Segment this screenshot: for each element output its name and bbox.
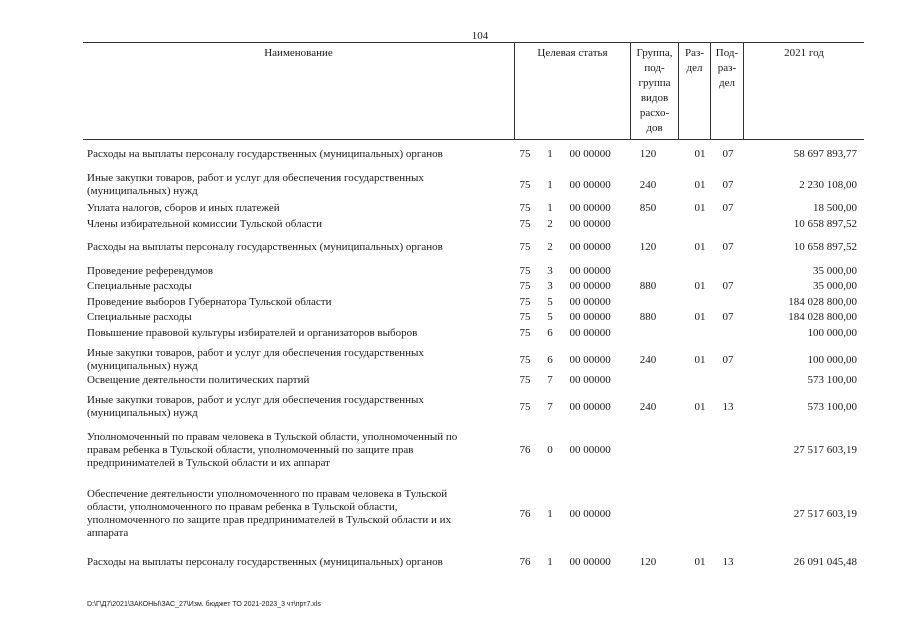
cell-amount: 26 091 045,48 (793, 556, 857, 568)
cell-c1: 75 (519, 401, 531, 413)
table-row (87, 172, 865, 198)
table-row (87, 311, 865, 324)
cell-sec: 01 (694, 354, 706, 366)
cell-c4: 00000 (583, 179, 611, 191)
cell-c2: 1 (547, 508, 553, 520)
cell-c4: 00000 (583, 265, 611, 277)
cell-c1: 75 (519, 280, 531, 292)
row-name: Повышение правовой культуры избирателей и организаторов выборов (87, 327, 418, 339)
cell-amount: 18 500,00 (813, 202, 857, 214)
cell-c4: 00000 (583, 327, 611, 339)
header-target-article: Целевая статья (515, 43, 631, 139)
cell-c2: 2 (547, 218, 553, 230)
cell-c1: 75 (519, 148, 531, 160)
cell-c2: 5 (547, 311, 553, 323)
cell-c3: 00 (569, 401, 581, 413)
cell-sub: 07 (722, 311, 734, 323)
cell-c2: 3 (547, 280, 553, 292)
cell-amount: 100 000,00 (807, 354, 857, 366)
table-row (87, 241, 865, 254)
cell-c1: 75 (519, 265, 531, 277)
cell-amount: 184 028 800,00 (788, 296, 857, 308)
cell-c4: 00000 (583, 311, 611, 323)
cell-grp: 880 (639, 311, 657, 323)
table-row (87, 556, 865, 569)
table-row (87, 327, 865, 340)
cell-amount: 573 100,00 (807, 401, 857, 413)
cell-c1: 76 (519, 556, 531, 568)
table-row (87, 374, 865, 387)
cell-sub: 07 (722, 280, 734, 292)
header-section: Раз- дел (679, 43, 711, 139)
cell-c2: 6 (547, 354, 553, 366)
cell-c2: 1 (547, 556, 553, 568)
cell-c4: 00000 (583, 401, 611, 413)
cell-c1: 76 (519, 444, 531, 456)
cell-c3: 00 (569, 311, 581, 323)
cell-c4: 00000 (583, 354, 611, 366)
row-name: Специальные расходы (87, 311, 192, 323)
cell-c3: 00 (569, 241, 581, 253)
cell-sec: 01 (694, 280, 706, 292)
cell-amount: 100 000,00 (807, 327, 857, 339)
cell-sub: 07 (722, 354, 734, 366)
cell-c2: 3 (547, 265, 553, 277)
table-row (87, 347, 865, 373)
cell-c3: 00 (569, 296, 581, 308)
cell-grp: 120 (639, 241, 657, 253)
cell-c2: 7 (547, 374, 553, 386)
cell-amount: 35 000,00 (813, 280, 857, 292)
cell-c1: 75 (519, 179, 531, 191)
table-row (87, 265, 865, 278)
cell-grp: 880 (639, 280, 657, 292)
cell-grp: 850 (639, 202, 657, 214)
cell-grp: 120 (639, 556, 657, 568)
cell-c2: 2 (547, 241, 553, 253)
cell-sec: 01 (694, 148, 706, 160)
cell-c4: 00000 (583, 556, 611, 568)
header-group: Группа, под- группа видов расхо- дов (631, 43, 679, 139)
table-row (87, 148, 865, 161)
row-name: Уплата налогов, сборов и иных платежей (87, 202, 280, 214)
cell-c2: 6 (547, 327, 553, 339)
cell-c2: 7 (547, 401, 553, 413)
table-row (87, 280, 865, 293)
cell-c4: 00000 (583, 280, 611, 292)
cell-grp: 120 (639, 148, 657, 160)
cell-sub: 07 (722, 148, 734, 160)
cell-c3: 00 (569, 218, 581, 230)
table-header (83, 42, 864, 140)
row-name: Иные закупки товаров, работ и услуг для обеспечения государственных (муниципальных) нужд (87, 172, 424, 197)
cell-sub: 13 (722, 401, 734, 413)
cell-c3: 00 (569, 265, 581, 277)
cell-c4: 00000 (583, 148, 611, 160)
cell-c3: 00 (569, 179, 581, 191)
cell-c1: 75 (519, 327, 531, 339)
cell-c3: 00 (569, 202, 581, 214)
cell-c3: 00 (569, 444, 581, 456)
cell-amount: 10 658 897,52 (793, 241, 857, 253)
cell-sec: 01 (694, 202, 706, 214)
row-name: Иные закупки товаров, работ и услуг для обеспечения государственных (муниципальных) нужд (87, 347, 424, 372)
cell-c3: 00 (569, 508, 581, 520)
cell-c3: 00 (569, 374, 581, 386)
cell-c4: 00000 (583, 444, 611, 456)
cell-c3: 00 (569, 354, 581, 366)
row-name: Расходы на выплаты персоналу государственных (муниципальных) органов (87, 241, 443, 253)
cell-sec: 01 (694, 311, 706, 323)
header-name: Наименование (83, 43, 515, 139)
cell-sec: 01 (694, 401, 706, 413)
cell-sub: 07 (722, 179, 734, 191)
row-name: Расходы на выплаты персоналу государственных (муниципальных) органов (87, 148, 443, 160)
cell-c4: 00000 (583, 202, 611, 214)
cell-amount: 2 230 108,00 (799, 179, 857, 191)
table-row (87, 394, 865, 420)
cell-c2: 1 (547, 148, 553, 160)
row-name: Проведение референдумов (87, 265, 214, 277)
cell-c3: 00 (569, 280, 581, 292)
cell-sec: 01 (694, 556, 706, 568)
table-row (87, 431, 865, 470)
cell-sec: 01 (694, 179, 706, 191)
cell-sub: 07 (722, 202, 734, 214)
cell-c1: 75 (519, 354, 531, 366)
cell-sec: 01 (694, 241, 706, 253)
cell-c4: 00000 (583, 296, 611, 308)
cell-grp: 240 (639, 179, 657, 191)
cell-amount: 184 028 800,00 (788, 311, 857, 323)
cell-c1: 76 (519, 508, 531, 520)
page-number: 104 (471, 30, 489, 42)
cell-amount: 35 000,00 (813, 265, 857, 277)
row-name: Освещение деятельности политических партий (87, 374, 310, 386)
cell-grp: 240 (639, 354, 657, 366)
row-name: Специальные расходы (87, 280, 192, 292)
row-name: Иные закупки товаров, работ и услуг для обеспечения государственных (муниципальных) нужд (87, 394, 424, 419)
row-name: Расходы на выплаты персоналу государственных (муниципальных) органов (87, 556, 443, 568)
cell-c1: 75 (519, 202, 531, 214)
cell-c3: 00 (569, 556, 581, 568)
row-name: Проведение выборов Губернатора Тульской области (87, 296, 332, 308)
cell-grp: 240 (639, 401, 657, 413)
cell-c3: 00 (569, 148, 581, 160)
cell-sub: 07 (722, 241, 734, 253)
cell-amount: 58 697 893,77 (793, 148, 857, 160)
cell-c2: 1 (547, 202, 553, 214)
cell-c2: 1 (547, 179, 553, 191)
header-subsection: Под- раз- дел (711, 43, 744, 139)
cell-amount: 10 658 897,52 (793, 218, 857, 230)
cell-c1: 75 (519, 374, 531, 386)
cell-c1: 75 (519, 241, 531, 253)
cell-sub: 13 (722, 556, 734, 568)
cell-c4: 00000 (583, 374, 611, 386)
table-row (87, 202, 865, 215)
cell-amount: 573 100,00 (807, 374, 857, 386)
header-year: 2021 год (784, 47, 824, 59)
cell-amount: 27 517 603,19 (793, 508, 857, 520)
cell-c3: 00 (569, 327, 581, 339)
cell-c1: 75 (519, 296, 531, 308)
cell-c4: 00000 (583, 508, 611, 520)
row-name: Уполномоченный по правам человека в Тульской области, уполномоченный по правам ребенка в Тульской области, уполномоченный по защите прав предпринимателей в Тульской области и их аппарат (87, 431, 458, 469)
row-name: Члены избирательной комиссии Тульской области (87, 218, 323, 230)
cell-amount: 27 517 603,19 (793, 444, 857, 456)
file-path-footer: D:\Г\Д7\2021\ЗАКОНЫ\ЗАС_27\Изм. бюджет ТО 2021-2023_3 чт\прт7.xls (87, 601, 321, 608)
table-row (87, 488, 865, 540)
cell-c2: 0 (547, 444, 553, 456)
table-row (87, 296, 865, 309)
cell-c2: 5 (547, 296, 553, 308)
row-name: Обеспечение деятельности уполномоченного по правам человека в Тульской области, уполномоченного по правам ребенка в Тульской области, уполномоченного по защите прав предпринимателей в Тульской области и их аппарата (87, 488, 452, 539)
table-row (87, 218, 865, 231)
cell-c4: 00000 (583, 218, 611, 230)
cell-c1: 75 (519, 218, 531, 230)
cell-c4: 00000 (583, 241, 611, 253)
cell-c1: 75 (519, 311, 531, 323)
